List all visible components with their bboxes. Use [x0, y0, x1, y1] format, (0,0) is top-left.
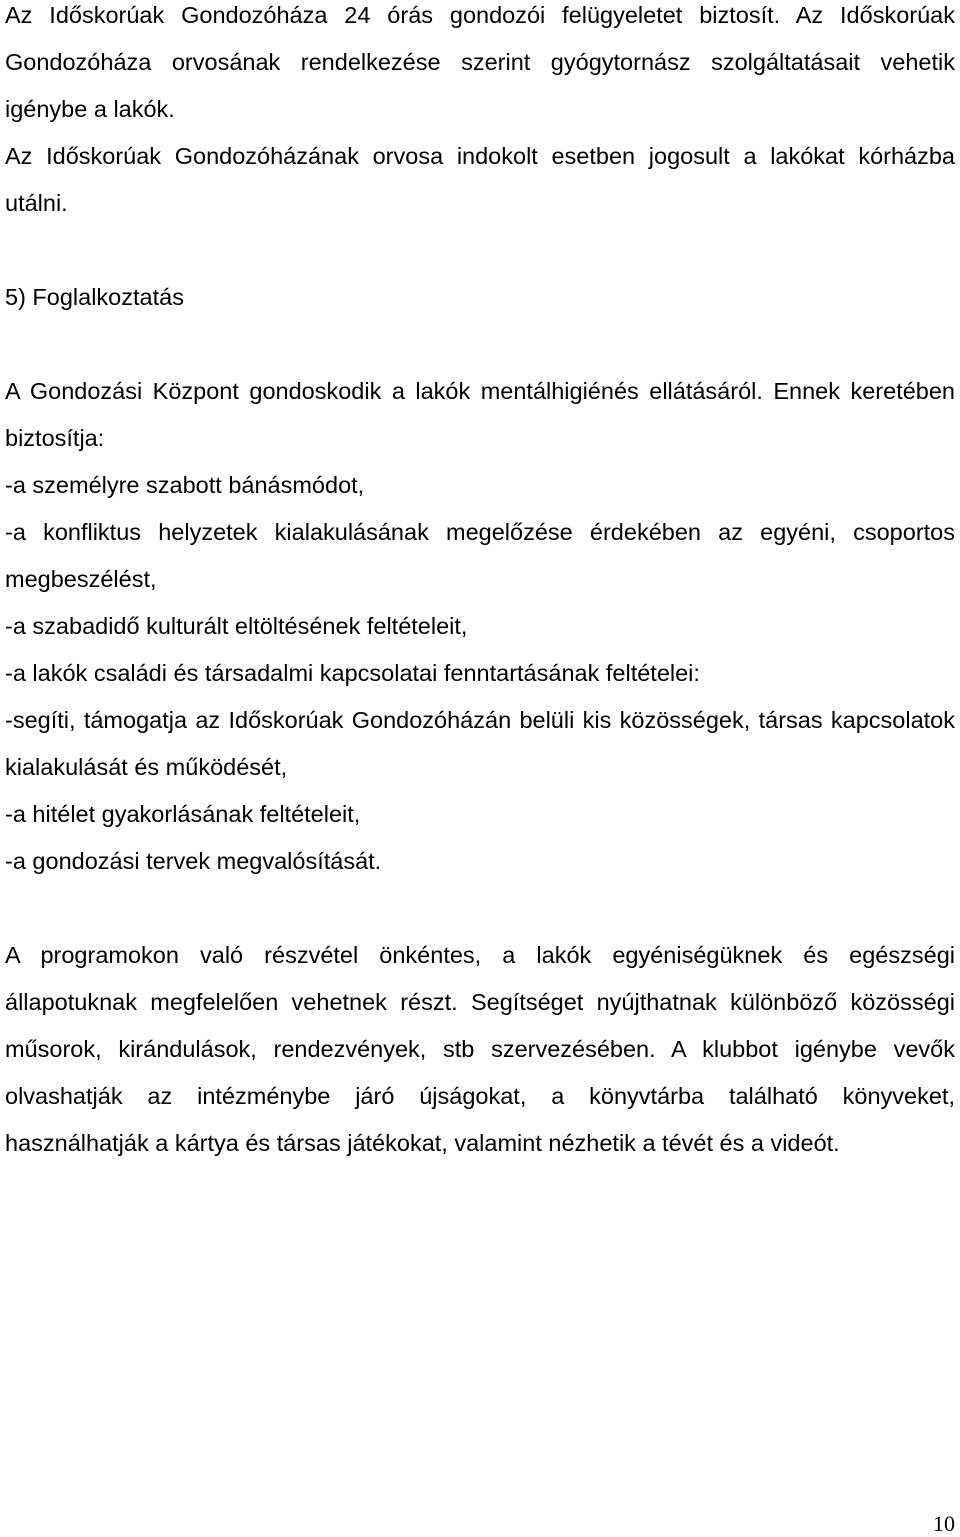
list-item-personal-treatment: -a személyre szabott bánásmódot, [5, 472, 365, 498]
list-item-religious-life: -a hitélet gyakorlásának feltételeit, [5, 801, 361, 827]
list-item-conflict-prevention: -a konfliktus helyzetek kialakulásának megelőzése érdekében az egyéni, csoportos megbeszélést, [5, 519, 955, 592]
list-item-relationships: -a lakók családi és társadalmi kapcsolatai fenntartásának feltételei: [5, 660, 700, 686]
paragraph-mental-hygiene: A Gondozási Központ gondoskodik a lakók mentálhigiénés ellátásáról. Ennek keretében biztosítja: [5, 378, 955, 451]
section-heading-employment: 5) Foglalkoztatás [5, 284, 184, 310]
paragraph-programs: A programokon való részvétel önkéntes, a lakók egyéniségüknek és egészségi állapotuknak megfelelően vehetnek részt. Segítséget nyújthatnak különböző közösségi műsorok, kirándulások, rendezvények, stb szervezésében. A klubbot igénybe vevők olvashatják az intézménybe járó újságokat, a könyvtárba található könyveket, használhatják a kártya és társas játékokat, valamint nézhetik a tévét és a videót. [5, 942, 955, 1156]
paragraph-care-supervision: Az Időskorúak Gondozóháza 24 órás gondozói felügyeletet biztosít. Az Időskorúak Gondozóháza orvosának rendelkezése szerint gyógytornász szolgáltatásait vehetik igénybe a lakók. [5, 2, 955, 122]
list-item-leisure: -a szabadidő kulturált eltöltésének feltételeit, [5, 613, 468, 639]
document-body [5, 0, 955, 1167]
page-number: 10 [933, 1511, 955, 1536]
paragraph-hospital-referral: Az Időskorúak Gondozóházának orvosa indokolt esetben jogosult a lakókat kórházba utálni. [5, 143, 955, 216]
list-item-care-plans: -a gondozási tervek megvalósítását. [5, 848, 382, 874]
spacer [5, 227, 955, 274]
spacer [5, 321, 955, 368]
list-item-communities: -segíti, támogatja az Időskorúak Gondozóházán belüli kis közösségek, társas kapcsolatok kialakulását és működését, [5, 707, 955, 780]
spacer [5, 885, 955, 932]
